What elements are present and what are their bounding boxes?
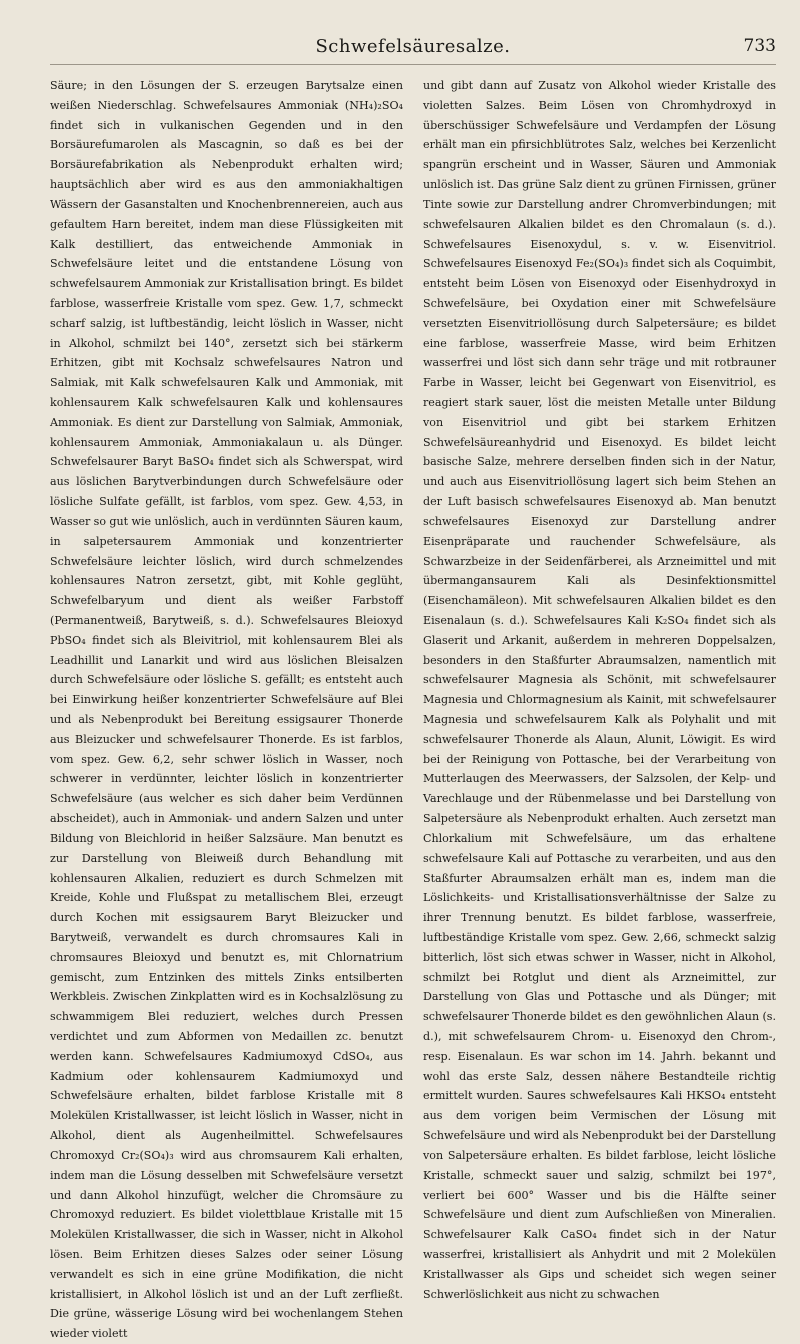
- left-column-text: Säure; in den Lösungen der S. erzeugen Barytsalze einen weißen Niederschlag. Schwefelsaures Ammoniak (NH₄)₂SO₄ findet sich in vulkanischen Gegenden und in den Borsäurefumarolen als Mascagnin, so daß es bei der Borsäurefabrikation als Nebenprodukt erhalten wird; hauptsächlich aber wird es aus den ammoniakhaltigen Wässern der Gasanstalten und Knochenbrennereien, auch aus gefaultem Harn bereitet, indem man diese Flüssigkeiten mit Kalk destilliert, das entweichende Ammoniak in Schwefelsäure leitet und die entstandene Lösung von schwefelsaurem Ammoniak zur Kristallisation bringt. Es bildet farblose, wasserfreie Kristalle vom spez. Gew. 1,7, schmeckt scharf salzig, ist luftbeständig, leicht löslich in Wasser, nicht in Alkohol, schmilzt bei 140°, zersetzt sich bei stärkerm Erhitzen, gibt mit Kochsalz schwefelsaures Natron und Salmiak, mit Kalk schwefelsauren Kalk und Ammoniak, mit kohlensaurem Kalk schwefelsauren Kalk und kohlensaures Ammoniak. Es dient zur Darstellung von Salmiak, Ammoniak, kohlensaurem Ammoniak, Ammoniakalaun u. als Dünger. Schwefelsaurer Baryt BaSO₄ findet sich als Schwerspat, wird aus löslichen Barytverbindungen durch Schwefelsäure oder lösliche Sulfate gefällt, ist farblos, vom spez. Gew. 4,53, in Wasser so gut wie unlöslich, auch in verdünnten Säuren kaum, in salpetersaurem Ammoniak und konzentrierter Schwefelsäure leichter löslich, wird durch schmelzendes kohlensaures Natron zersetzt, gibt, mit Kohle geglüht, Schwefelbaryum und dient als weißer Farbstoff (Permanentweiß, Barytweiß, s. d.). Schwefelsaures Bleioxyd PbSO₄ findet sich als Bleivitriol, mit kohlensaurem Blei als Leadhillit und Lanarkit und wird aus löslichen Bleisalzen durch Schwefelsäure oder lösliche S. gefällt; es entsteht auch bei Einwirkung heißer konzentrierter Schwefelsäure auf Blei und als Nebenprodukt bei Bereitung essigsaurer Thonerde aus Bleizucker und schwefelsaurer Thonerde. Es ist farblos, vom spez. Gew. 6,2, sehr schwer löslich in Wasser, noch schwerer in verdünnter, leichter löslich in konzentrierter Schwefelsäure (aus welcher es sich daher beim Verdünnen abscheidet), auch in Ammoniak- und andern Salzen und unter Bildung von Bleichlorid in heißer Salzsäure. Man benutzt es zur Darstellung von Bleiweiß durch Behandlung mit kohlensauren Alkalien, reduziert es durch Schmelzen mit Kreide, Kohle und Flußspat zu metallischem Blei, erzeugt durch Kochen mit essigsaurem Baryt Bleizucker und Barytweiß, verwandelt es durch chromsaures Kali in chromsaures Bleioxyd und benutzt es, mit Chlornatrium gemischt, zum Entzinken des mittels Zinks entsilberten Werkbleis. Zwischen Zinkplatten wird es in Kochsalzlösung zu schwammigem Blei reduziert, welches durch Pressen verdichtet und zum Abformen von Medaillen zc. benutzt werden kann. Schwefelsaures Kadmiumoxyd CdSO₄, aus Kadmium oder kohlensaurem Kadmiumoxyd und Schwefelsäure erhalten, bildet farblose Kristalle mit 8 Molekülen Kristallwasser, ist leicht löslich in Wasser, nicht in Alkohol, dient als Augenheilmittel. Schwefelsaures Chromoxyd Cr₂(SO₄)₃ wird aus chromsaurem Kali erhalten, indem man die Lösung desselben mit Schwefelsäure versetzt und dann Alkohol hinzufügt, welcher die Chromsäure zu Chromoxyd reduziert. Es bildet violettblaue Kristalle mit 15 Molekülen Kristallwasser, die sich in Wasser, nicht in Alkohol lösen. Beim Erhitzen dieses Salzes oder seiner Lösung verwandelt es sich in eine grüne Modifikation, die nicht kristallisiert, in Alkohol löslich ist und an der Luft zerfließt. Die grüne, wässerige Lösung wird bei wochenlangem Stehen wieder violett: [50, 79, 403, 1341]
- page-number: 733: [743, 36, 776, 56]
- running-title: Schwefelsäuresalze.: [315, 36, 511, 57]
- running-head: [50, 34, 776, 65]
- text-columns: [50, 76, 776, 1341]
- right-column-text: und gibt dann auf Zusatz von Alkohol wieder Kristalle des violetten Salzes. Beim Lösen von Chromhydroxyd in überschüssiger Schwefelsäure und Verdampfen der Lösung erhält man ein pfirsichblütrotes Salz, welches bei Kerzenlicht spangrün erscheint und in Wasser, Säuren und Ammoniak unlöslich ist. Das grüne Salz dient zu grünen Firnissen, grüner Tinte sowie zur Darstellung andrer Chromverbindungen; mit schwefelsauren Alkalien bildet es den Chromalaun (s. d.). Schwefelsaures Eisenoxydul, s. v. w. Eisenvitriol. Schwefelsaures Eisenoxyd Fe₂(SO₄)₃ findet sich als Coquimbit, entsteht beim Lösen von Eisenoxyd oder Eisenhydroxyd in Schwefelsäure, bei Oxydation einer mit Schwefelsäure versetzten Eisenvitriollösung durch Salpetersäure; es bildet eine farblose, wasserfreie Masse, wird beim Erhitzen wasserfrei und löst sich dann sehr träge und mit rotbrauner Farbe in Wasser, leicht bei Gegenwart von Eisenvitriol, es reagiert stark sauer, löst die meisten Metalle unter Bildung von Eisenvitriol und gibt bei starkem Erhitzen Schwefelsäureanhydrid und Eisenoxyd. Es bildet leicht basische Salze, mehrere derselben finden sich in der Natur, und auch aus Eisenvitriollösung lagert sich beim Stehen an der Luft basisch schwefelsaures Eisenoxyd ab. Man benutzt schwefelsaures Eisenoxyd zur Darstellung andrer Eisenpräparate und rauchender Schwefelsäure, als Schwarzbeize in der Seidenfärberei, als Arzneimittel und mit übermangansaurem Kali als Desinfektionsmittel (Eisenchamäleon). Mit schwefelsauren Alkalien bildet es den Eisenalaun (s. d.). Schwefelsaures Kali K₂SO₄ findet sich als Glaserit und Arkanit, außerdem in mehreren Doppelsalzen, besonders in den Staßfurter Abraumsalzen, namentlich mit schwefelsaurer Magnesia als Schönit, mit schwefelsaurer Magnesia und Chlormagnesium als Kainit, mit schwefelsaurer Magnesia und schwefelsaurem Kalk als Polyhalit und mit schwefelsaurer Thonerde als Alaun, Alunit, Löwigit. Es wird bei der Reinigung von Pottasche, bei der Verarbeitung von Mutterlaugen des Meerwassers, der Salzsolen, der Kelp- und Varechlauge und der Rübenmelasse und bei Darstellung von Salpetersäure als Nebenprodukt erhalten. Auch zersetzt man Chlorkalium mit Schwefelsäure, um das erhaltene schwefelsaure Kali auf Pottasche zu verarbeiten, und aus den Staßfurter Abraumsalzen erhält man es, indem man die Löslichkeits- und Kristallisationsverhältnisse der Salze zu ihrer Trennung benutzt. Es bildet farblose, wasserfreie, luftbeständige Kristalle vom spez. Gew. 2,66, schmeckt salzig bitterlich, löst sich etwas schwer in Wasser, nicht in Alkohol, schmilzt bei Rotglut und dient als Arzneimittel, zur Darstellung von Glas und Pottasche und als Dünger; mit schwefelsaurer Thonerde bildet es den gewöhnlichen Alaun (s. d.), mit schwefelsaurem Chrom- u. Eisenoxyd den Chrom-, resp. Eisenalaun. Es war schon im 14. Jahrh. bekannt und wohl das erste Salz, dessen nähere Bestandteile richtig ermittelt wurden. Saures schwefelsaures Kali HKSO₄ entsteht aus dem vorigen beim Vermischen der Lösung mit Schwefelsäure und wird als Nebenprodukt bei der Darstellung von Salpetersäure erhalten. Es bildet farblose, leicht lösliche Kristalle, schmeckt sauer und salzig, schmilzt bei 197°, verliert bei 600° Wasser und bis die Hälfte seiner Schwefelsäure und dient zum Aufschließen von Mineralien. Schwefelsaurer Kalk CaSO₄ findet sich in der Natur wasserfrei, kristallisiert als Anhydrit und mit 2 Molekülen Kristallwasser als Gips und scheidet sich wegen seiner Schwerlöslichkeit aus nicht zu schwachen: [423, 79, 776, 1301]
